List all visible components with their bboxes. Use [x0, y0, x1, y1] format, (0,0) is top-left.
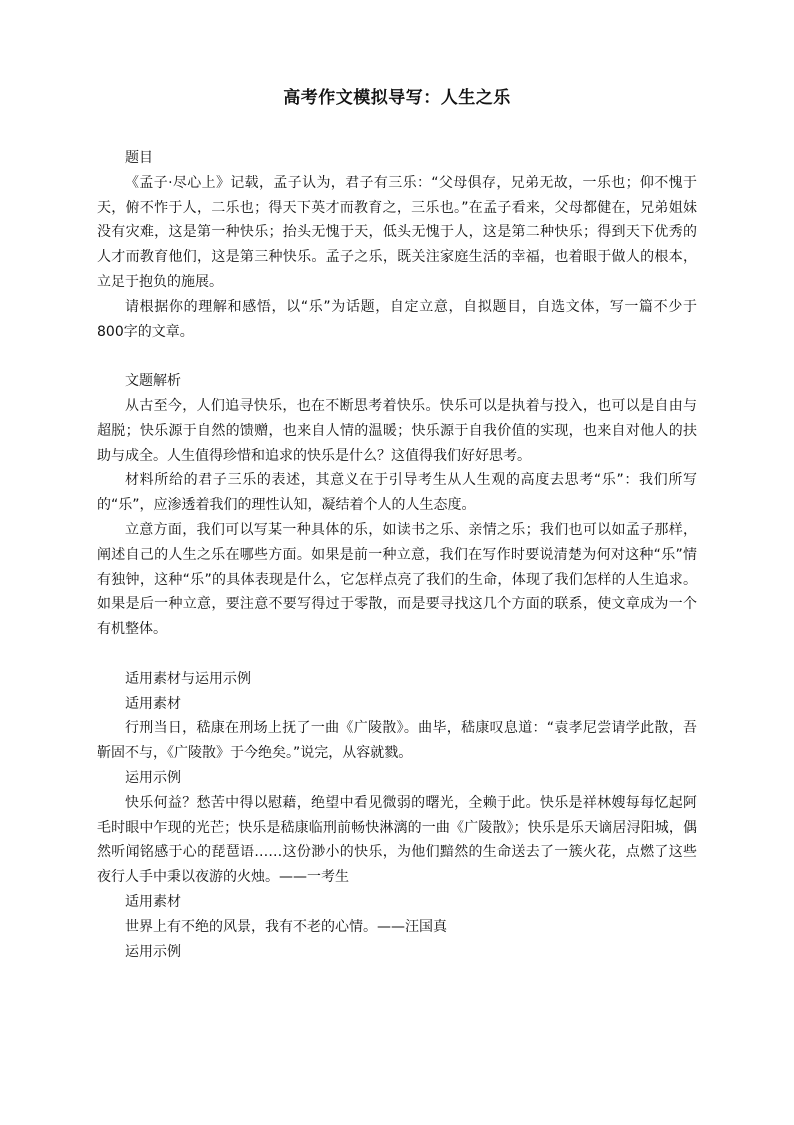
- analysis-paragraph: 从古至今，人们追寻快乐，也在不断思考着快乐。快乐可以是执着与投入，也可以是自由与超脱；快乐源于自然的馈赠，也来自人情的温暖；快乐源于自我价值的实现，也来自对他人的扶助与成全。人生值得珍惜和追求的快乐是什么？这值得我们好好思考。: [97, 397, 697, 464]
- topic-prompt-paragraph: 请根据你的理解和感悟，以“乐”为话题，自定立意，自拟题目，自选文体，写一篇不少于800字的文章。: [97, 298, 697, 340]
- section-spacer: [97, 344, 697, 369]
- example-label: 运用示例: [125, 769, 181, 786]
- section-heading-analysis: 文题解析: [125, 373, 181, 390]
- section-heading-materials: 适用素材与运用示例: [125, 670, 251, 687]
- material-text: 行刑当日，嵇康在刑场上抚了一曲《广陵散》。曲毕，嵇康叹息道：“袁孝尼尝请学此散，吾靳固不与，《广陵散》于今绝矣。”说完，从容就戮。: [97, 720, 697, 762]
- material-label: 适用素材: [125, 695, 181, 712]
- material-label: 适用素材: [125, 893, 181, 910]
- document-body: [97, 146, 697, 964]
- section-spacer: [97, 642, 697, 667]
- example-text: 快乐何益？愁苦中得以慰藉，绝望中看见微弱的曙光，全赖于此。快乐是祥林嫂每每忆起阿毛时眼中乍现的光芒；快乐是嵇康临刑前畅快淋漓的一曲《广陵散》；快乐是乐天谪居浔阳城，偶然听闻铭感于心的琵琶语……这份渺小的快乐，为他们黯然的生命送去了一簇火花，点燃了这些夜行人手中秉以夜游的火烛。——一考生: [97, 794, 697, 886]
- material-text: 世界上有不绝的风景，我有不老的心情。——汪国真: [125, 918, 447, 935]
- document-title: 高考作文模拟导写：人生之乐: [283, 88, 511, 108]
- topic-paragraph: 《孟子·尽心上》记载，孟子认为，君子有三乐：“父母俱存，兄弟无故，一乐也；仰不愧于天，俯不怍于人，二乐也；得天下英才而教育之，三乐也。”在孟子看来，父母都健在，兄弟姐妹没有灾难，这是第一种快乐；抬头无愧于天，低头无愧于人，这是第二种快乐；得到天下优秀的人才而教育他们，这是第三种快乐。孟子之乐，既关注家庭生活的幸福，也着眼于做人的根本，立足于抱负的施展。: [97, 174, 697, 290]
- section-heading-topic: 题目: [125, 150, 153, 166]
- analysis-paragraph: 材料所给的君子三乐的表述，其意义在于引导考生从人生观的高度去思考“乐”：我们所写的“乐”，应渗透着我们的理性认知，凝结着个人的人生态度。: [97, 472, 697, 514]
- example-label: 运用示例: [125, 943, 181, 960]
- analysis-paragraph: 立意方面，我们可以写某一种具体的乐，如读书之乐、亲情之乐；我们也可以如孟子那样，阐述自己的人生之乐在哪些方面。如果是前一种立意，我们在写作时要说清楚为何对这种“乐”情有独钟，这种“乐”的具体表现是什么，它怎样点亮了我们的生命，体现了我们怎样的人生追求。如果是后一种立意，要注意不要写得过于零散，而是要寻找这几个方面的联系，使文章成为一个有机整体。: [97, 521, 697, 638]
